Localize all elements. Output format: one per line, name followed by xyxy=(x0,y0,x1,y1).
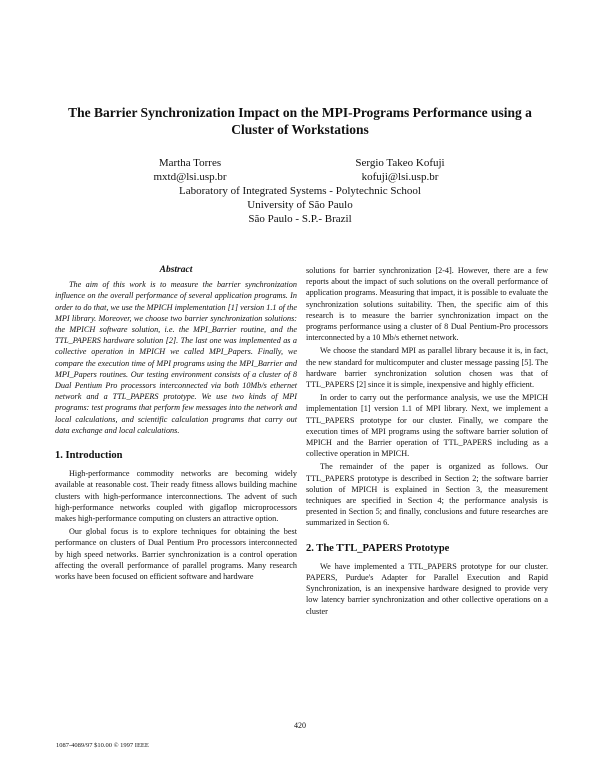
copyright-footer: 1087-4089/97 $10.00 © 1997 IEEE xyxy=(56,742,149,749)
author-2 xyxy=(320,156,480,184)
author-2-email: kofuji@lsi.usp.br xyxy=(361,171,439,183)
paper-title-line2: Cluster of Workstations xyxy=(231,122,369,137)
section-2-heading: 2. The TTL_PAPERS Prototype xyxy=(306,542,450,554)
section-1-heading: 1. Introduction xyxy=(55,450,123,462)
author-1 xyxy=(120,156,260,184)
right-column xyxy=(306,265,548,617)
left-column xyxy=(55,265,297,582)
page-number: 420 xyxy=(294,721,306,730)
section-2-paragraph-1: We have implemented a TTL_PAPERS prototype for our cluster. PAPERS, Purdue's Adapter for Parallel Execution and Rapid Synchronization, is an inexpensive hardware designed to provide very low latency barrier synchronization and other collective operations on a cluster xyxy=(306,561,548,616)
affiliation-line3: São Paulo - S.P.- Brazil xyxy=(248,213,352,225)
right-paragraph-4: The remainder of the paper is organized as follows. Our TTL_PAPERS prototype is described in Section 2; the software barrier solution of MPICH is explained in Section 3, the measurement techniques are specified in Section 4; the performance analysis is presented in Section 5; and finally, conclusions and future researches are summarized in Section 6. xyxy=(306,462,548,528)
abstract-heading: Abstract xyxy=(159,265,193,275)
abstract-text: The aim of this work is to measure the barrier synchronization influence on the overall performance of several application programs. In order to do that, we use the MPICH implementation [1] version 1.1 of the MPI library. Moreover, we choose two barrier synchronization solutions: the MPICH software solution, i.e. the MPI_Barrier routine, and the TTL_PAPERS hardware solution [2]. The last one was implemented as a collective operation in MPICH we called MPI_Papers. Finally, we compare the execution time of MPI programs using the MPI_Barrier and MPI_Papers routines. Our testing environment consists of a cluster of 8 Dual Pentium Pro processors interconnected via both 10Mb/s ethernet network and a TTL_PAPERS prototype. We use two kinds of MPI programs: test programs that perform few messages into the network and local calculations, and scientific calculation programs that carry out data exchange and local calculations. xyxy=(55,280,297,435)
right-paragraph-1: solutions for barrier synchronization [2-4]. However, there are a few reports about the impact of such solutions on the overall performance of application programs. Measuring that impact, it is possible to evaluate the synchronization solutions suitability. Then, the specific aim of this research is to measure the barrier synchronization impact on the programs performance using a cluster of 8 Dual Pentium-Pro processors interconnected by a 10 Mb/s ethernet network. xyxy=(306,266,548,343)
author-1-email: mxtd@lsi.usp.br xyxy=(153,171,227,183)
author-2-name: Sergio Takeo Kofuji xyxy=(355,157,445,169)
section-1-paragraph-1: High-performance commodity networks are becoming widely available at reasonable cost. Their ready fitness allows building machine clusters with high-performance interconnections. The advent of such high-performance networks coupled with gigaflop microprocessors makes high-performance computing on clusters an attractive option. xyxy=(55,469,297,524)
affiliation-line1: Laboratory of Integrated Systems - Polytechnic School xyxy=(179,185,421,197)
affiliation-line2: University of São Paulo xyxy=(247,199,353,211)
right-paragraph-3: In order to carry out the performance analysis, we use the MPICH implementation [1] version 1.1 of MPI library. Next, we implement a TTL_PAPERS prototype for our cluster. Finally, we compare the execution times of MPI programs using the software barrier solution of MPICH and the Barrier operation of TTL_PAPERS including as a collective operation in MPICH. xyxy=(306,393,548,459)
section-1-paragraph-2: Our global focus is to explore techniques for obtaining the best performance on clusters of Dual Pentium Pro processors interconnected by high speed networks. Barrier synchronization is a control operation affecting the overall performance of parallel programs. Many research works have been focused on efficient software and hardware xyxy=(55,527,297,582)
right-paragraph-2: We choose the standard MPI as parallel library because it is, in fact, the new standard for multicomputer and cluster message passing [5]. The hardware barrier synchronization solution chosen was that of TTL_PAPERS [2] since it is simple, inexpensive and highly efficient. xyxy=(306,346,548,390)
paper-title xyxy=(40,104,560,138)
affiliation xyxy=(100,184,500,226)
paper-title-line1: The Barrier Synchronization Impact on the MPI-Programs Performance using a xyxy=(68,105,532,120)
author-1-name: Martha Torres xyxy=(158,157,222,169)
